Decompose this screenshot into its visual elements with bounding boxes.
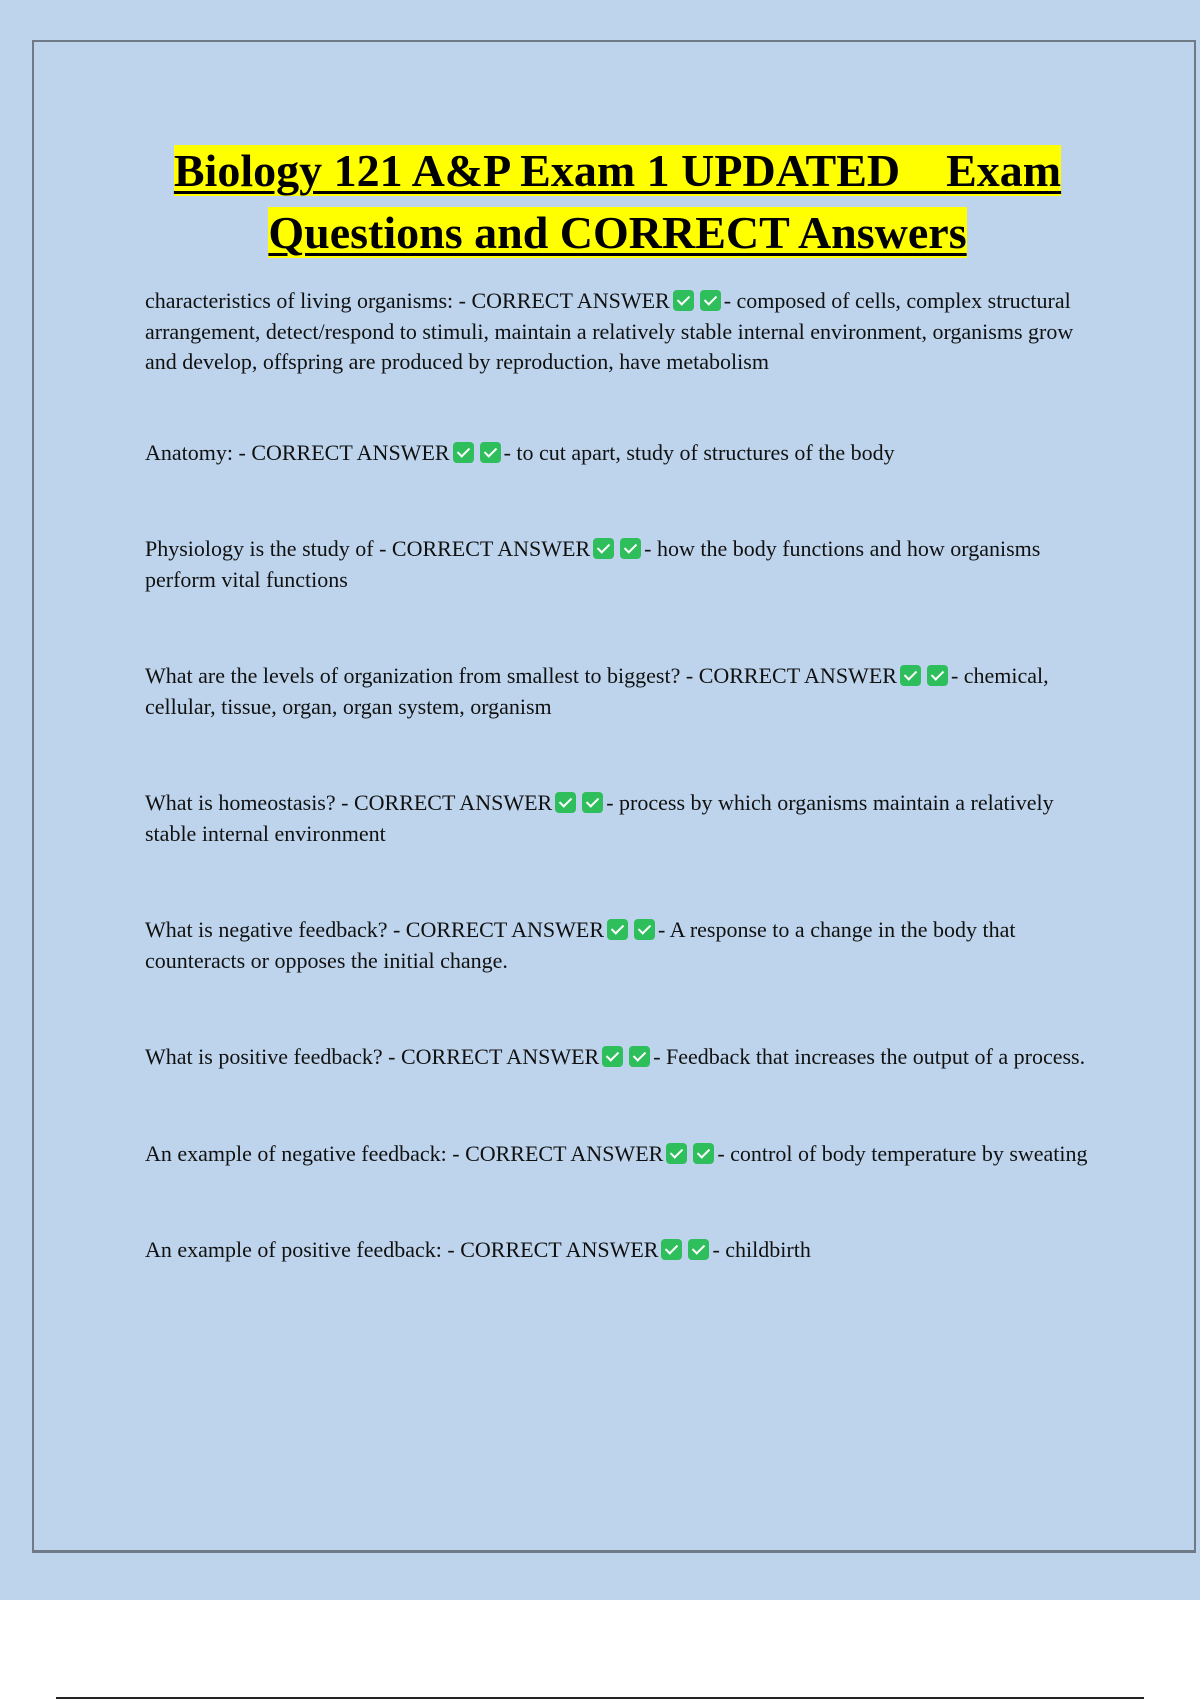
title-line-1: Biology 121 A&P Exam 1 UPDATED Exam: [173, 145, 1062, 196]
answer-text: - A response to a change in the body that counteracts or opposes the initial change.: [145, 917, 1016, 973]
answer-text: - control of body temperature by sweating: [717, 1140, 1088, 1166]
qa-item: [145, 1235, 1090, 1266]
qa-item: [145, 915, 1090, 976]
answer-text: - Feedback that increases the output of a process.: [653, 1044, 1086, 1069]
answer-text: - childbirth: [712, 1237, 811, 1262]
check-mark-icon: [602, 1046, 623, 1067]
document-title: [145, 140, 1090, 264]
check-mark-icon: [666, 1143, 687, 1164]
check-mark-icon: [453, 442, 474, 463]
check-mark-icon: [634, 919, 655, 940]
check-mark-icon: [661, 1239, 682, 1260]
qa-item: [145, 1139, 1090, 1170]
qa-item: [145, 788, 1090, 849]
document-content: [145, 140, 1090, 1266]
answer-text: - chemical, cellular, tissue, organ, organ system, organism: [145, 663, 1049, 719]
check-mark-icon: [688, 1239, 709, 1260]
qa-item: [145, 286, 1090, 378]
question-text: What is negative feedback? - CORRECT ANSWER: [145, 917, 605, 942]
qa-item: [145, 534, 1090, 595]
question-text: Anatomy: - CORRECT ANSWER: [145, 439, 450, 465]
question-text: What is homeostasis? - CORRECT ANSWER: [145, 790, 553, 815]
qa-list: [145, 286, 1090, 1266]
qa-item: [145, 438, 1090, 469]
check-mark-icon: [593, 538, 614, 559]
question-text: What are the levels of organization from smallest to biggest? - CORRECT ANSWER: [145, 663, 897, 688]
check-mark-icon: [693, 1143, 714, 1164]
answer-text: - process by which organisms maintain a relatively stable internal environment: [145, 790, 1054, 846]
question-text: characteristics of living organisms: - CORRECT ANSWER: [145, 288, 670, 313]
check-mark-icon: [620, 538, 641, 559]
check-mark-icon: [673, 290, 694, 311]
answer-text: - composed of cells, complex structural arrangement, detect/respond to stimuli, maintain a relatively stable internal environment, organisms grow and develop, offspring are produced by reproduction, have metabolism: [145, 288, 1074, 374]
check-mark-icon: [555, 792, 576, 813]
check-mark-icon: [927, 665, 948, 686]
check-mark-icon: [582, 792, 603, 813]
question-text: What is positive feedback? - CORRECT ANSWER: [145, 1044, 600, 1069]
qa-item: [145, 661, 1090, 722]
qa-item: [145, 1042, 1090, 1073]
answer-text: - how the body functions and how organisms perform vital functions: [145, 536, 1041, 592]
check-mark-icon: [700, 290, 721, 311]
check-mark-icon: [900, 665, 921, 686]
check-mark-icon: [607, 919, 628, 940]
question-text: Physiology is the study of - CORRECT ANSWER: [145, 536, 591, 561]
question-text: An example of negative feedback: - CORRECT ANSWER: [145, 1140, 664, 1166]
answer-text: - to cut apart, study of structures of the body: [503, 439, 895, 465]
bottom-rule: [56, 1697, 1144, 1699]
question-text: An example of positive feedback: - CORRECT ANSWER: [145, 1237, 659, 1262]
check-mark-icon: [629, 1046, 650, 1067]
title-line-2: Questions and CORRECT Answers: [268, 207, 967, 258]
check-mark-icon: [480, 442, 501, 463]
